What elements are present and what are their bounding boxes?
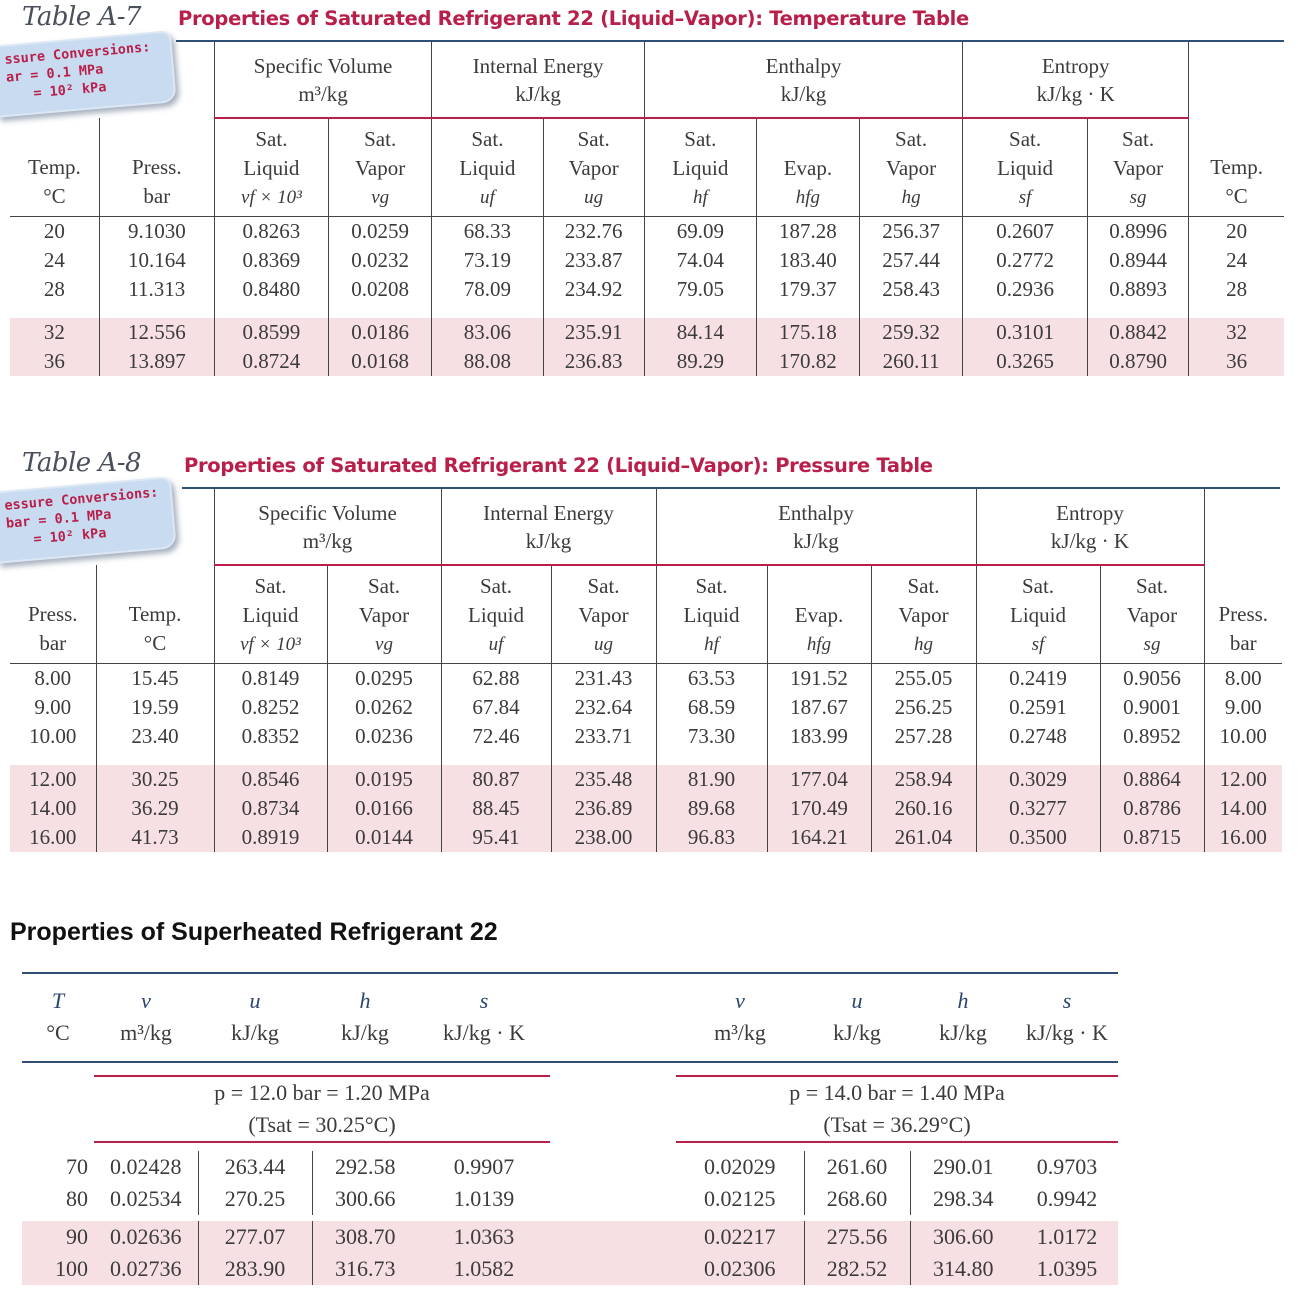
column-variable: u <box>249 988 261 1013</box>
table-cell: 0.9056 <box>1100 664 1204 694</box>
table-cell: 0.0259 <box>329 217 432 247</box>
left-tsat-label: (Tsat = 30.25°C) <box>248 1112 396 1137</box>
table-cell: 255.05 <box>871 664 976 694</box>
table-row <box>10 275 1284 304</box>
table-cell: 236.89 <box>551 794 656 823</box>
table-a7-label: Table A-7 <box>22 2 142 32</box>
table-cell: 234.92 <box>543 275 644 304</box>
table-cell: 28 <box>1189 275 1284 304</box>
column-header: Evap. hfg <box>767 565 871 664</box>
table-cell: 170.49 <box>767 794 871 823</box>
table-cell: 78.09 <box>432 275 543 304</box>
table-cell: 1.0582 <box>418 1253 550 1285</box>
table-a8-header-row <box>10 565 1282 664</box>
group-internal-energy: Internal Energy kJ/kg <box>441 489 656 565</box>
table-cell: 32 <box>1189 318 1284 347</box>
table-cell: 261.60 <box>804 1151 910 1183</box>
table-cell: 183.40 <box>756 246 859 275</box>
column-header: Sat. Liquid uf <box>432 118 543 217</box>
table-cell: 0.02534 <box>110 1186 182 1211</box>
table-row <box>10 693 1282 722</box>
table-cell: 0.9703 <box>1036 1154 1098 1179</box>
table-cell: 0.2607 <box>963 217 1088 247</box>
table-a7-header-row <box>10 118 1284 217</box>
table-cell: 96.83 <box>656 823 767 852</box>
table-cell: 256.37 <box>860 217 963 247</box>
table-cell: 0.02636 <box>94 1221 198 1253</box>
table-cell: 0.0186 <box>329 318 432 347</box>
column-variable: h <box>359 988 371 1013</box>
table-cell: 24 <box>1189 246 1284 275</box>
column-unit: kJ/kg <box>231 1020 279 1045</box>
table-cell: 10.164 <box>99 246 214 275</box>
table-cell: 12.556 <box>99 318 214 347</box>
table-cell: 70 <box>66 1154 88 1179</box>
table-row <box>10 823 1282 852</box>
column-unit: kJ/kg · K <box>1026 1020 1108 1045</box>
table-cell: 0.8952 <box>1100 722 1204 751</box>
table-cell: 32 <box>10 318 99 347</box>
table-cell: 0.8599 <box>214 318 328 347</box>
table-cell: 0.02428 <box>110 1154 182 1179</box>
column-header: Sat. Vapor vg <box>327 565 441 664</box>
group-enthalpy: Enthalpy kJ/kg <box>656 489 976 565</box>
column-unit: kJ/kg <box>939 1020 987 1045</box>
column-header: Sat. Liquid hf <box>644 118 756 217</box>
table-cell: 0.9907 <box>453 1154 515 1179</box>
table-cell: 260.16 <box>871 794 976 823</box>
table-cell: 0.02125 <box>704 1186 776 1211</box>
group-entropy: Entropy kJ/kg · K <box>963 42 1189 118</box>
table-cell: 256.25 <box>871 693 976 722</box>
table-cell: 179.37 <box>756 275 859 304</box>
table-a8-title: Properties of Saturated Refrigerant 22 (Liquid–Vapor): Pressure Table <box>184 454 933 477</box>
table-cell: 0.8546 <box>214 765 327 794</box>
table-cell: 175.18 <box>756 318 859 347</box>
column-header: Sat. Vapor vg <box>329 118 432 217</box>
table-cell: 1.0139 <box>453 1186 515 1211</box>
table-cell: 81.90 <box>656 765 767 794</box>
group-entropy: Entropy kJ/kg · K <box>976 489 1204 565</box>
table-cell: 233.71 <box>551 722 656 751</box>
table-cell: 0.8480 <box>214 275 328 304</box>
table-cell: 12.00 <box>10 765 96 794</box>
table-row <box>10 765 1282 794</box>
table-cell: 12.00 <box>1204 765 1282 794</box>
table-cell: 0.0166 <box>327 794 441 823</box>
group-specific-volume: Specific Volume m³/kg <box>214 42 432 118</box>
table-cell: 0.3101 <box>963 318 1088 347</box>
left-pressure-label: p = 12.0 bar = 1.20 MPa <box>94 1076 550 1109</box>
table-cell: 16.00 <box>1204 823 1282 852</box>
table-cell: 36.29 <box>96 794 214 823</box>
table-cell: 0.2419 <box>976 664 1100 694</box>
column-header: Sat. Vapor hg <box>860 118 963 217</box>
table-cell: 170.82 <box>756 347 859 376</box>
table-a7-title: Properties of Saturated Refrigerant 22 (Liquid–Vapor): Temperature Table <box>178 7 969 30</box>
table-cell: 187.28 <box>756 217 859 247</box>
table-a8-label: Table A-8 <box>22 448 142 478</box>
table-cell: 68.33 <box>432 217 543 247</box>
table-cell: 79.05 <box>644 275 756 304</box>
column-header: Sat. Liquid sf <box>963 118 1088 217</box>
table-cell: 263.44 <box>198 1151 312 1183</box>
table-cell: 0.0144 <box>327 823 441 852</box>
table-cell: 0.0236 <box>327 722 441 751</box>
table-row <box>22 1183 1118 1215</box>
table-cell: 0.8790 <box>1087 347 1188 376</box>
table-cell: 0.0232 <box>329 246 432 275</box>
table-cell: 0.3500 <box>976 823 1100 852</box>
column-header: Sat. Liquid vf × 10³ <box>214 118 328 217</box>
table-cell: 187.67 <box>767 693 871 722</box>
table-cell: 68.59 <box>656 693 767 722</box>
table-row <box>10 217 1284 247</box>
table-cell: 72.46 <box>441 722 551 751</box>
table-cell: 9.1030 <box>99 217 214 247</box>
column-header: Evap. hfg <box>756 118 859 217</box>
superheated-table <box>22 985 1118 1285</box>
table-cell: 191.52 <box>767 664 871 694</box>
column-unit: m³/kg <box>714 1020 766 1045</box>
table-cell: 9.00 <box>1204 693 1282 722</box>
table-cell: 11.313 <box>99 275 214 304</box>
group-specific-volume: Specific Volume m³/kg <box>214 489 441 565</box>
table-cell: 10.00 <box>1204 722 1282 751</box>
table-cell: 0.8944 <box>1087 246 1188 275</box>
column-header: Sat. Vapor ug <box>543 118 644 217</box>
table-cell: 0.8369 <box>214 246 328 275</box>
table-cell: 232.64 <box>551 693 656 722</box>
table-cell: 0.0195 <box>327 765 441 794</box>
column-variable: u <box>851 988 863 1013</box>
table-cell: 0.3029 <box>976 765 1100 794</box>
table-cell: 8.00 <box>34 666 72 690</box>
table-cell: 183.99 <box>767 722 871 751</box>
table-row <box>10 794 1282 823</box>
table-cell: 308.70 <box>312 1221 418 1253</box>
table-cell: 100 <box>22 1253 94 1285</box>
table-cell: 62.88 <box>441 664 551 694</box>
table-cell: 1.0363 <box>418 1221 550 1253</box>
table-cell: 0.2591 <box>976 693 1100 722</box>
table-cell: 13.897 <box>99 347 214 376</box>
group-internal-energy: Internal Energy kJ/kg <box>432 42 645 118</box>
table-cell: 0.8893 <box>1087 275 1188 304</box>
table-cell: 257.28 <box>871 722 976 751</box>
table-cell: 67.84 <box>441 693 551 722</box>
table-cell: 259.32 <box>860 318 963 347</box>
table-cell: 0.0295 <box>327 664 441 694</box>
table-row <box>22 1221 1118 1253</box>
column-header: Sat. Liquid sf <box>976 565 1100 664</box>
table-cell: 80.87 <box>441 765 551 794</box>
column-header: Press. bar <box>99 118 214 217</box>
table-cell: 89.68 <box>656 794 767 823</box>
table-cell: 314.80 <box>910 1253 1016 1285</box>
table-cell: 0.8724 <box>214 347 328 376</box>
table-cell: 73.19 <box>432 246 543 275</box>
table-cell: 36 <box>1189 347 1284 376</box>
superheated-title: Properties of Superheated Refrigerant 22 <box>10 918 498 946</box>
column-header: Sat. Vapor hg <box>871 565 976 664</box>
table-cell: 36 <box>10 347 99 376</box>
table-cell: 257.44 <box>860 246 963 275</box>
table-cell: 88.45 <box>441 794 551 823</box>
column-variable: s <box>479 988 489 1013</box>
column-header: Temp. °C <box>1189 118 1284 217</box>
column-unit: m³/kg <box>120 1020 172 1045</box>
table-cell: 20 <box>1189 217 1284 247</box>
table-cell: 290.01 <box>910 1151 1016 1183</box>
table-cell: 164.21 <box>767 823 871 852</box>
table-row <box>22 1253 1118 1285</box>
table-cell: 90 <box>22 1221 94 1253</box>
superheated-top-rule <box>22 972 1118 974</box>
pressure-conversions-badge: ssure Conversions: ar = 0.1 MPa = 10² kPa <box>0 30 177 117</box>
column-header: Sat. Liquid vf × 10³ <box>214 565 327 664</box>
table-cell: 0.02736 <box>94 1253 198 1285</box>
right-pressure-label: p = 14.0 bar = 1.40 MPa <box>676 1076 1118 1109</box>
table-cell: 28 <box>43 277 65 301</box>
table-cell: 258.43 <box>860 275 963 304</box>
table-cell: 282.52 <box>804 1253 910 1285</box>
table-cell: 0.8919 <box>214 823 327 852</box>
table-cell: 0.8996 <box>1087 217 1188 247</box>
table-cell: 8.00 <box>1204 664 1282 694</box>
superheated-unit-row <box>22 1017 1118 1049</box>
table-cell: 0.8263 <box>214 217 328 247</box>
table-cell: 258.94 <box>871 765 976 794</box>
table-cell: 233.87 <box>543 246 644 275</box>
table-cell: 0.8715 <box>1100 823 1204 852</box>
table-row <box>10 722 1282 751</box>
superheated-var-row <box>22 985 1118 1017</box>
table-cell: 83.06 <box>432 318 543 347</box>
table-cell: 30.25 <box>96 765 214 794</box>
table-cell: 235.48 <box>551 765 656 794</box>
table-cell: 0.3277 <box>976 794 1100 823</box>
table-cell: 0.8734 <box>214 794 327 823</box>
table-cell: 41.73 <box>96 823 214 852</box>
group-enthalpy: Enthalpy kJ/kg <box>644 42 962 118</box>
table-a7 <box>10 42 1284 376</box>
column-header: Sat. Liquid hf <box>656 565 767 664</box>
table-cell: 73.30 <box>656 722 767 751</box>
table-cell: 16.00 <box>10 823 96 852</box>
table-cell: 0.8786 <box>1100 794 1204 823</box>
table-cell: 88.08 <box>432 347 543 376</box>
column-header: Sat. Liquid uf <box>441 565 551 664</box>
table-cell: 0.2748 <box>976 722 1100 751</box>
table-cell: 0.02217 <box>676 1221 804 1253</box>
column-variable: s <box>1062 988 1072 1013</box>
table-cell: 20 <box>43 219 65 243</box>
table-cell: 84.14 <box>644 318 756 347</box>
table-cell: 283.90 <box>198 1253 312 1285</box>
table-cell: 0.8352 <box>214 722 327 751</box>
table-row <box>10 347 1284 376</box>
column-header: Press. bar <box>10 565 96 664</box>
table-cell: 0.0262 <box>327 693 441 722</box>
table-cell: 0.2936 <box>963 275 1088 304</box>
table-cell: 238.00 <box>551 823 656 852</box>
table-cell: 236.83 <box>543 347 644 376</box>
table-a8 <box>10 489 1282 852</box>
table-cell: 9.00 <box>34 695 72 719</box>
right-tsat-label: (Tsat = 36.29°C) <box>823 1112 971 1137</box>
column-variable: v <box>141 988 151 1013</box>
table-cell: 89.29 <box>644 347 756 376</box>
table-cell: 14.00 <box>10 794 96 823</box>
table-row <box>22 1151 1118 1183</box>
column-unit: kJ/kg · K <box>443 1020 525 1045</box>
table-cell: 1.0395 <box>1016 1253 1118 1285</box>
table-cell: 275.56 <box>804 1221 910 1253</box>
table-cell: 0.8864 <box>1100 765 1204 794</box>
table-cell: 0.02029 <box>704 1154 776 1179</box>
column-unit: °C <box>46 1020 70 1045</box>
column-variable: T <box>51 988 65 1013</box>
table-row <box>10 318 1284 347</box>
table-cell: 69.09 <box>644 217 756 247</box>
table-cell: 277.07 <box>198 1221 312 1253</box>
table-cell: 24 <box>43 248 65 272</box>
column-unit: kJ/kg <box>341 1020 389 1045</box>
table-cell: 0.8252 <box>214 693 327 722</box>
table-cell: 23.40 <box>96 722 214 751</box>
table-row <box>10 664 1282 694</box>
column-variable: v <box>735 988 745 1013</box>
table-cell: 232.76 <box>543 217 644 247</box>
table-cell: 177.04 <box>767 765 871 794</box>
table-cell: 0.9001 <box>1100 693 1204 722</box>
table-cell: 300.66 <box>312 1183 418 1215</box>
table-cell: 63.53 <box>656 664 767 694</box>
column-unit: kJ/kg <box>833 1020 881 1045</box>
column-header: Sat. Vapor ug <box>551 565 656 664</box>
table-cell: 260.11 <box>860 347 963 376</box>
pressure-conversions-badge: essure Conversions: bar = 0.1 MPa = 10² kPa <box>0 476 177 563</box>
table-cell: 80 <box>66 1186 88 1211</box>
table-cell: 316.73 <box>312 1253 418 1285</box>
table-cell: 74.04 <box>644 246 756 275</box>
table-cell: 1.0172 <box>1016 1221 1118 1253</box>
column-header: Temp. °C <box>10 118 99 217</box>
column-header: Sat. Vapor sg <box>1087 118 1188 217</box>
table-cell: 0.2772 <box>963 246 1088 275</box>
table-cell: 235.91 <box>543 318 644 347</box>
table-cell: 292.58 <box>312 1151 418 1183</box>
table-cell: 298.34 <box>910 1183 1016 1215</box>
table-cell: 261.04 <box>871 823 976 852</box>
column-header: Press. bar <box>1204 565 1282 664</box>
table-cell: 0.02306 <box>676 1253 804 1285</box>
table-cell: 95.41 <box>441 823 551 852</box>
table-cell: 19.59 <box>96 693 214 722</box>
table-cell: 231.43 <box>551 664 656 694</box>
column-header: Temp. °C <box>96 565 214 664</box>
table-cell: 0.8842 <box>1087 318 1188 347</box>
table-cell: 306.60 <box>910 1221 1016 1253</box>
table-row <box>10 246 1284 275</box>
table-cell: 0.3265 <box>963 347 1088 376</box>
table-cell: 10.00 <box>29 724 77 748</box>
column-variable: h <box>957 988 969 1013</box>
table-cell: 0.0168 <box>329 347 432 376</box>
table-cell: 0.0208 <box>329 275 432 304</box>
table-cell: 0.8149 <box>214 664 327 694</box>
table-cell: 0.9942 <box>1036 1186 1098 1211</box>
table-cell: 15.45 <box>96 664 214 694</box>
column-header: Sat. Vapor sg <box>1100 565 1204 664</box>
table-cell: 268.60 <box>804 1183 910 1215</box>
table-cell: 14.00 <box>1204 794 1282 823</box>
table-cell: 270.25 <box>198 1183 312 1215</box>
